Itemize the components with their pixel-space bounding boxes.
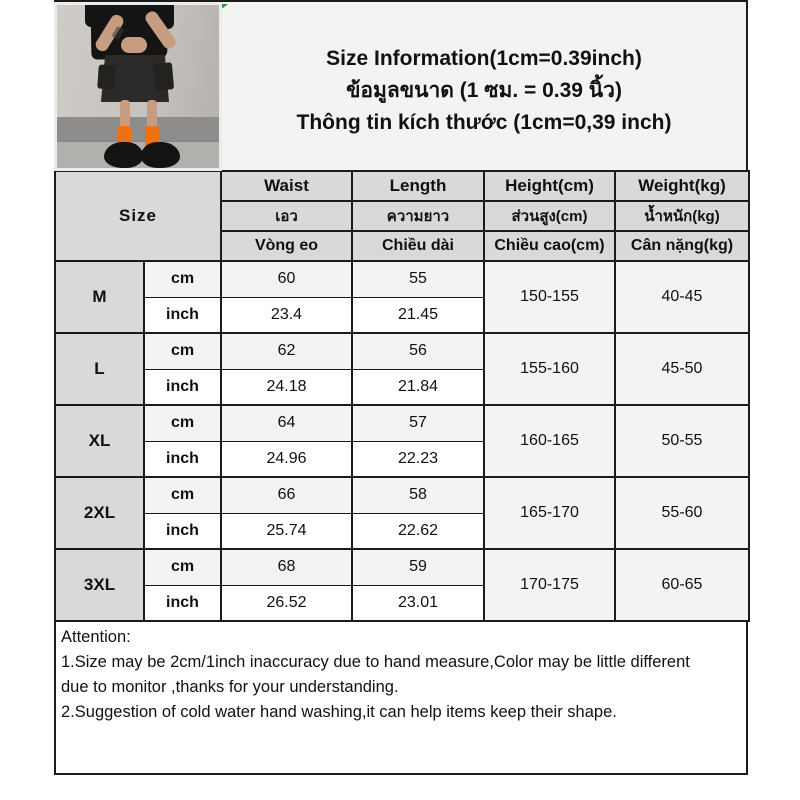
unit-inch: inch	[144, 369, 221, 405]
col-header-waist-th: เอว	[221, 201, 352, 231]
col-header-height-vi: Chiều cao(cm)	[484, 231, 615, 261]
length-cm-l: 56	[352, 333, 484, 369]
unit-cm: cm	[144, 549, 221, 585]
unit-cm: cm	[144, 261, 221, 297]
length-inch-l: 21.84	[352, 369, 484, 405]
size-header-cell: Size	[55, 171, 221, 261]
unit-inch: inch	[144, 441, 221, 477]
size-label-xl: XL	[55, 405, 144, 477]
unit-inch: inch	[144, 513, 221, 549]
col-header-weight-en: Weight(kg)	[615, 171, 749, 201]
col-header-height-th: ส่วนสูง(cm)	[484, 201, 615, 231]
waist-cm-3xl: 68	[221, 549, 352, 585]
height-range-l: 155-160	[484, 333, 615, 405]
weight-range-m: 40-45	[615, 261, 749, 333]
attention-line-1: 1.Size may be 2cm/1inch inaccuracy due to hand measure,Color may be little different	[61, 653, 690, 671]
photo-shorts-pocket-left	[97, 64, 116, 89]
unit-cm: cm	[144, 405, 221, 441]
length-inch-m: 21.45	[352, 297, 484, 333]
title-vietnamese: Thông tin kích thước (1cm=0,39 inch)	[296, 111, 672, 134]
length-inch-3xl: 23.01	[352, 585, 484, 621]
length-inch-2xl: 22.62	[352, 513, 484, 549]
unit-cm: cm	[144, 333, 221, 369]
content-column	[54, 0, 748, 775]
height-range-3xl: 170-175	[484, 549, 615, 621]
photo-shorts-pocket-right	[153, 62, 174, 91]
attention-line-2: due to monitor ,thanks for your understanding.	[61, 678, 399, 696]
weight-range-2xl: 55-60	[615, 477, 749, 549]
waist-inch-xl: 24.96	[221, 441, 352, 477]
length-cm-xl: 57	[352, 405, 484, 441]
unit-inch: inch	[144, 585, 221, 621]
height-range-m: 150-155	[484, 261, 615, 333]
col-header-height-en: Height(cm)	[484, 171, 615, 201]
length-inch-xl: 22.23	[352, 441, 484, 477]
attention-line-3: 2.Suggestion of cold water hand washing,it can help items keep their shape.	[61, 703, 617, 721]
col-header-weight-th: น้ำหนัก(kg)	[615, 201, 749, 231]
waist-cm-m: 60	[221, 261, 352, 297]
product-photo	[54, 2, 222, 171]
weight-range-3xl: 60-65	[615, 549, 749, 621]
weight-range-l: 45-50	[615, 333, 749, 405]
col-header-waist-vi: Vòng eo	[221, 231, 352, 261]
photo-floor-edge	[57, 117, 219, 140]
header-section	[54, 0, 748, 170]
waist-inch-l: 24.18	[221, 369, 352, 405]
attention-heading: Attention:	[61, 628, 131, 646]
waist-cm-2xl: 66	[221, 477, 352, 513]
length-cm-3xl: 59	[352, 549, 484, 585]
photo-sneaker-left	[104, 142, 143, 168]
height-range-xl: 160-165	[484, 405, 615, 477]
waist-cm-xl: 64	[221, 405, 352, 441]
length-cm-m: 55	[352, 261, 484, 297]
col-header-length-vi: Chiều dài	[352, 231, 484, 261]
title-thai: ข้อมูลขนาด (1 ซม. = 0.39 นิ้ว)	[346, 79, 622, 102]
col-header-length-en: Length	[352, 171, 484, 201]
title-english: Size Information(1cm=0.39inch)	[326, 47, 642, 70]
waist-inch-2xl: 25.74	[221, 513, 352, 549]
photo-model-hands	[121, 37, 147, 53]
size-label-2xl: 2XL	[55, 477, 144, 549]
waist-inch-m: 23.4	[221, 297, 352, 333]
unit-inch: inch	[144, 297, 221, 333]
size-label-l: L	[55, 333, 144, 405]
size-label-3xl: 3XL	[55, 549, 144, 621]
waist-cm-l: 62	[221, 333, 352, 369]
col-header-length-th: ความยาว	[352, 201, 484, 231]
size-label-m: M	[55, 261, 144, 333]
title-block	[222, 43, 746, 139]
weight-range-xl: 50-55	[615, 405, 749, 477]
size-table	[54, 170, 750, 622]
attention-notes	[54, 622, 748, 775]
unit-cm: cm	[144, 477, 221, 513]
length-cm-2xl: 58	[352, 477, 484, 513]
col-header-waist-en: Waist	[221, 171, 352, 201]
height-range-2xl: 165-170	[484, 477, 615, 549]
col-header-weight-vi: Cân nặng(kg)	[615, 231, 749, 261]
photo-sneaker-right	[141, 142, 180, 168]
waist-inch-3xl: 26.52	[221, 585, 352, 621]
